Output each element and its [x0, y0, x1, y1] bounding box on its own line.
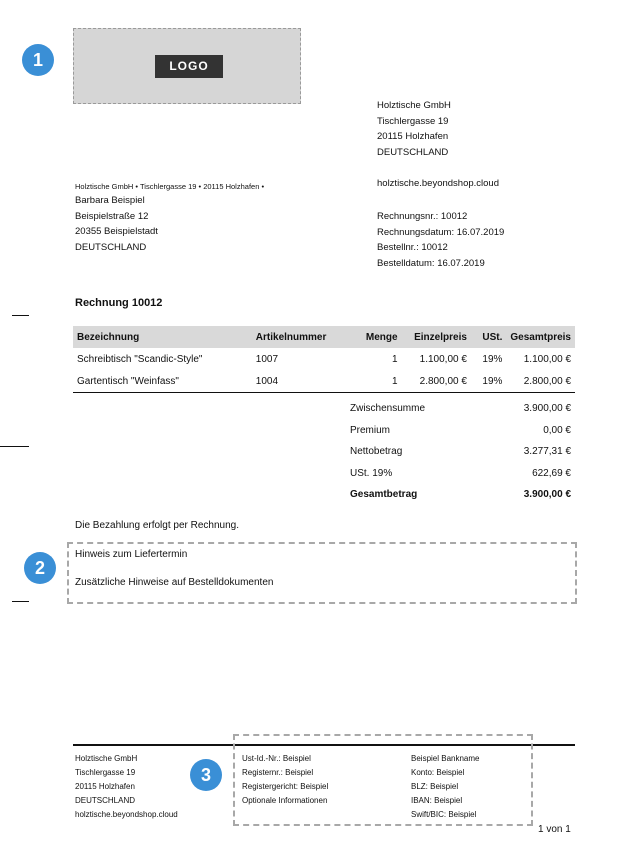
grand-total-value: 3.900,00 €	[523, 489, 571, 501]
col-header-unit-price: Einzelpreis	[402, 326, 471, 348]
footer-vat-id: Ust-Id.-Nr.: Beispiel	[242, 754, 311, 763]
grand-total-label: Gesamtbetrag	[350, 489, 418, 501]
company-website-block	[377, 176, 499, 192]
cell-article-number: 1007	[255, 353, 279, 365]
order-date: Bestelldatum: 16.07.2019	[377, 257, 485, 269]
logo-placeholder	[73, 28, 301, 104]
cell-total-price: 2.800,00 €	[506, 370, 575, 393]
footer-legal	[242, 752, 328, 808]
punch-mark	[0, 446, 29, 447]
col-header-description: Bezeichnung	[73, 326, 252, 348]
cell-unit-price: 2.800,00 €	[402, 370, 471, 393]
subtotal-value: 3.900,00 €	[523, 403, 571, 415]
footer-company-website: holztische.beyondshop.cloud	[75, 810, 178, 819]
cell-description: Schreibtisch "Scandic-Style"	[77, 353, 203, 365]
net-value: 3.277,31 €	[523, 446, 571, 458]
logo-label: LOGO	[155, 55, 223, 78]
totals-row-premium	[346, 420, 575, 442]
totals-table	[346, 398, 575, 506]
invoice-date: Rechnungsdatum: 16.07.2019	[377, 226, 505, 238]
invoice-meta	[377, 209, 504, 271]
sender-line: Holztische GmbH • Tischlergasse 19 • 20115 Holzhafen •	[75, 182, 265, 191]
company-address	[377, 98, 451, 160]
footer-register-number: Registernr.: Beispiel	[242, 768, 314, 777]
recipient-block	[75, 180, 264, 255]
footer-iban: IBAN: Beispiel	[411, 796, 463, 805]
footer-bank	[411, 752, 479, 822]
cell-vat: 19%	[471, 370, 506, 393]
footer-bank-code: BLZ: Beispiel	[411, 782, 459, 791]
table-row	[73, 370, 575, 393]
cell-unit-price: 1.100,00 €	[419, 353, 467, 365]
marker-badge-3: 3	[190, 759, 222, 791]
marker-badge-1: 1	[22, 44, 54, 76]
marker-badge-2: 2	[24, 552, 56, 584]
hints-box	[67, 542, 577, 604]
fold-mark-top	[12, 315, 29, 316]
net-label: Nettobetrag	[350, 446, 403, 458]
company-name: Holztische GmbH	[377, 100, 451, 111]
col-header-article-number: Artikelnummer	[252, 326, 343, 348]
footer-info-box	[233, 734, 533, 826]
footer-company	[75, 752, 178, 822]
fold-mark-bottom	[12, 601, 29, 602]
footer-optional-info: Optionale Informationen	[242, 796, 328, 805]
footer-company-country: DEUTSCHLAND	[75, 796, 136, 805]
order-number: Bestellnr.: 10012	[377, 242, 448, 253]
footer-company-name: Holztische GmbH	[75, 754, 138, 763]
footer-register-court: Registergericht: Beispiel	[242, 782, 329, 791]
col-header-quantity: Menge	[343, 326, 402, 348]
invoice-title: Rechnung 10012	[75, 297, 163, 309]
recipient-street: Beispielstraße 12	[75, 210, 149, 222]
vat-label: USt. 19%	[350, 467, 393, 479]
footer-swift: Swift/BIC: Beispiel	[411, 810, 477, 819]
additional-hint: Zusätzliche Hinweise auf Bestelldokumenten	[75, 577, 274, 588]
company-street: Tischlergasse 19	[377, 115, 449, 127]
company-city: 20115 Holzhafen	[377, 131, 449, 142]
table-row	[73, 348, 575, 370]
page-number: 1 von 1	[538, 824, 571, 835]
subtotal-label: Zwischensumme	[350, 403, 426, 415]
footer-company-city: 20115 Holzhafen	[75, 782, 135, 791]
col-header-total-price: Gesamtpreis	[506, 326, 575, 348]
items-table	[73, 326, 575, 393]
totals-row-grand-total	[346, 484, 575, 506]
totals-row-subtotal	[346, 398, 575, 420]
cell-article-number: 1004	[252, 370, 343, 393]
cell-quantity: 1	[391, 353, 398, 365]
totals-row-vat	[346, 463, 575, 485]
recipient-name: Barbara Beispiel	[75, 195, 145, 206]
footer-bank-name: Beispiel Bankname	[411, 754, 480, 763]
recipient-country: DEUTSCHLAND	[75, 241, 147, 253]
footer-bank-account: Konto: Beispiel	[411, 768, 465, 777]
footer-company-street: Tischlergasse 19	[75, 768, 136, 777]
payment-note: Die Bezahlung erfolgt per Rechnung.	[75, 520, 239, 531]
cell-quantity: 1	[343, 370, 402, 393]
delivery-hint: Hinweis zum Liefertermin	[75, 549, 188, 560]
vat-value: 622,69 €	[532, 467, 571, 479]
company-country: DEUTSCHLAND	[377, 146, 449, 158]
cell-vat: 19%	[482, 353, 503, 365]
invoice-number: Rechnungsnr.: 10012	[377, 211, 468, 222]
totals-row-net	[346, 441, 575, 463]
cell-total-price: 1.100,00 €	[523, 353, 571, 365]
company-website: holztische.beyondshop.cloud	[377, 178, 500, 189]
table-header-row	[73, 326, 575, 348]
col-header-vat: USt.	[471, 326, 506, 348]
cell-description: Gartentisch "Weinfass"	[73, 370, 252, 393]
recipient-city: 20355 Beispielstadt	[75, 226, 158, 237]
premium-label: Premium	[350, 424, 391, 436]
premium-value: 0,00 €	[543, 424, 571, 436]
